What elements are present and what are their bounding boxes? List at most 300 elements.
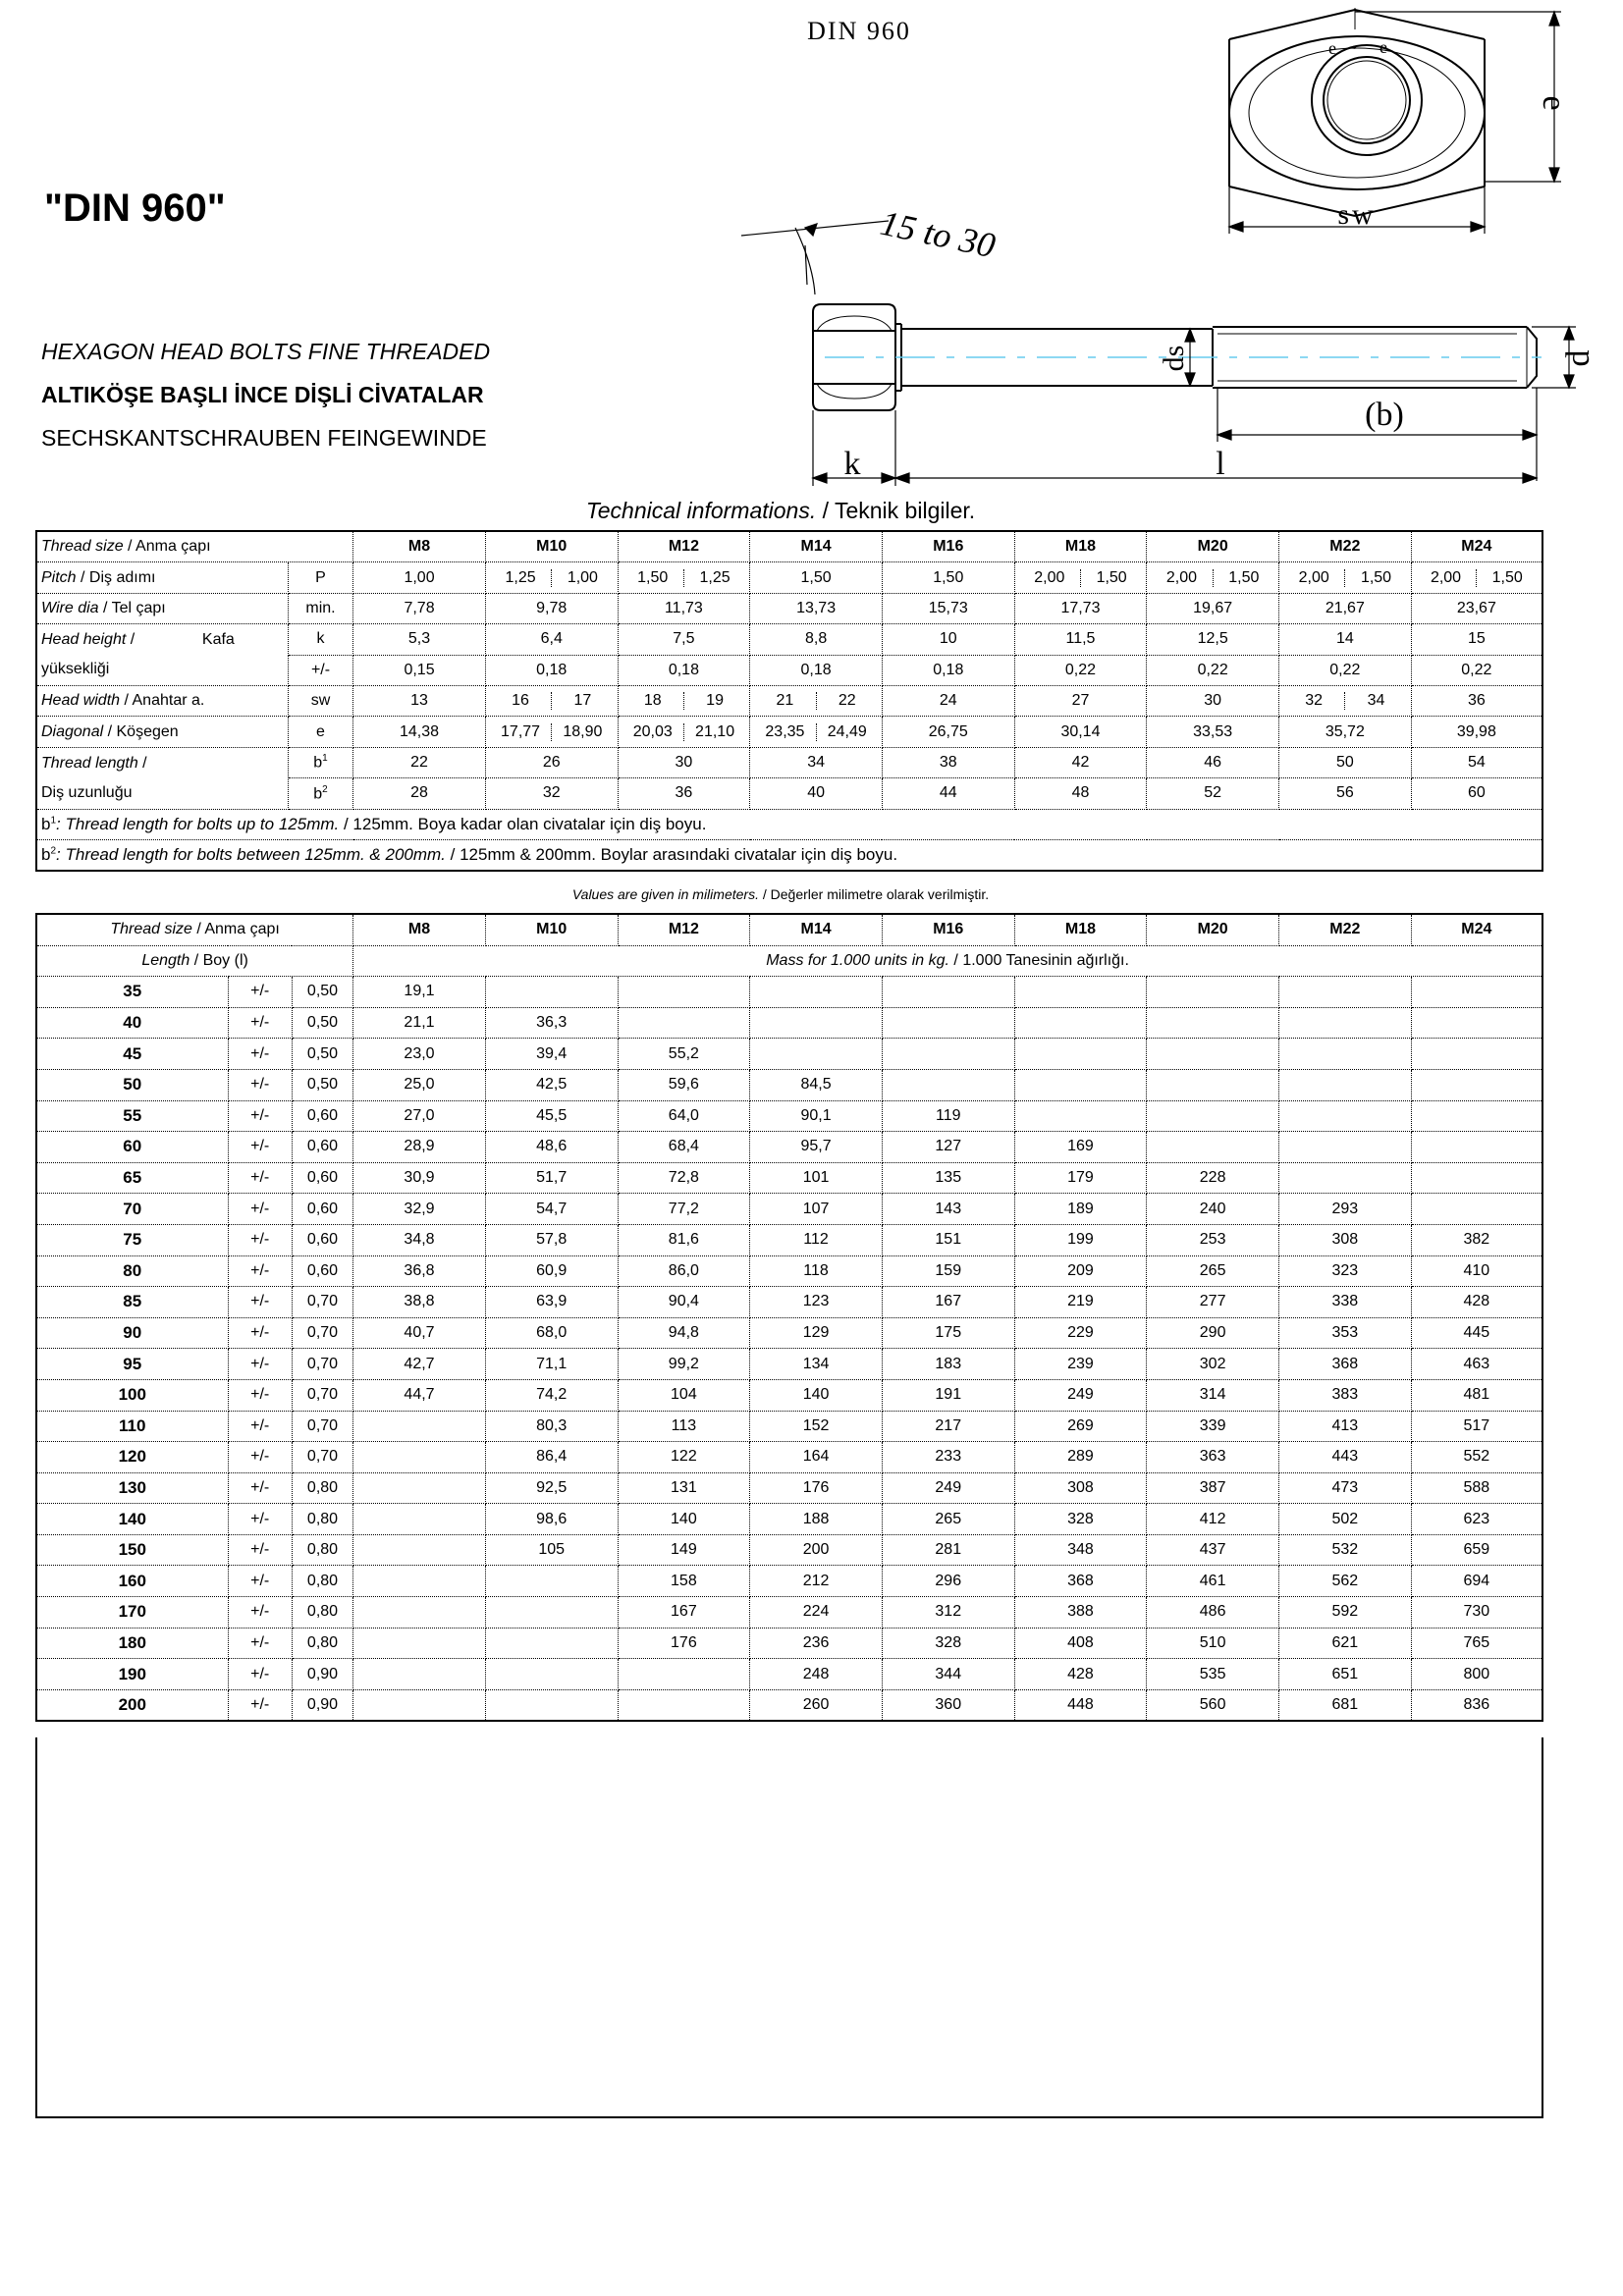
plus-minus: +/- xyxy=(228,1689,292,1721)
mass-value xyxy=(485,977,618,1008)
length-tolerance: 0,60 xyxy=(292,1100,352,1132)
mass-value xyxy=(882,1007,1014,1039)
sub-value: 21 xyxy=(776,692,794,710)
wire-symbol: min. xyxy=(288,593,352,623)
diagonal-value: 14,38 xyxy=(353,717,486,747)
sub-value: 24,49 xyxy=(816,723,878,741)
b1-value: 38 xyxy=(882,747,1014,777)
length-tolerance: 0,80 xyxy=(292,1472,352,1504)
table-row xyxy=(36,839,1542,871)
sub-value: 18,90 xyxy=(551,723,613,741)
mass-value: 143 xyxy=(882,1194,1014,1225)
length-value: 170 xyxy=(36,1597,228,1629)
table-row xyxy=(36,1411,1542,1442)
mass-value: 23,0 xyxy=(353,1039,486,1070)
thread-length-label: Thread length / Diş uzunluğu xyxy=(36,747,288,809)
sub-value: 32 xyxy=(1305,692,1324,710)
mass-value: 302 xyxy=(1147,1349,1279,1380)
wire-label: Wire dia / Tel çapı xyxy=(36,593,288,623)
mass-value: 240 xyxy=(1147,1194,1279,1225)
head-width-symbol: sw xyxy=(288,685,352,716)
table-row xyxy=(36,1597,1542,1629)
head-width-value: 24 xyxy=(882,685,1014,716)
k-label: k xyxy=(843,446,861,482)
head-height-value: 6,4 xyxy=(485,624,618,655)
mass-value: 387 xyxy=(1147,1472,1279,1504)
table-row xyxy=(36,1287,1542,1318)
empty-area-box xyxy=(35,1737,1543,2118)
table-row xyxy=(36,1132,1542,1163)
table-row xyxy=(36,914,1542,945)
mass-value xyxy=(353,1442,486,1473)
size-header: M12 xyxy=(618,914,750,945)
wire-value: 13,73 xyxy=(750,593,883,623)
mass-value: 621 xyxy=(1278,1628,1411,1659)
b1-value: 30 xyxy=(618,747,750,777)
k-l-dimension xyxy=(813,410,1537,486)
diagonal-value: 30,14 xyxy=(1014,717,1147,747)
mass-value xyxy=(1147,1132,1279,1163)
mass-value: 90,1 xyxy=(750,1100,883,1132)
length-value: 160 xyxy=(36,1566,228,1597)
mass-value: 129 xyxy=(750,1317,883,1349)
mass-value xyxy=(1411,1194,1542,1225)
head-height-symbol: k xyxy=(288,624,352,655)
mass-value: 502 xyxy=(1278,1504,1411,1535)
table-row xyxy=(36,1007,1542,1039)
head-width-value: 36 xyxy=(1411,685,1542,716)
mass-value: 101 xyxy=(750,1162,883,1194)
mass-value: 176 xyxy=(750,1472,883,1504)
pitch-value xyxy=(1411,562,1542,593)
sub-value: 1,50 xyxy=(1476,569,1538,587)
mass-value: 532 xyxy=(1278,1534,1411,1566)
mass-value: 348 xyxy=(1014,1534,1147,1566)
length-tolerance: 0,80 xyxy=(292,1628,352,1659)
diagonal-value: 39,98 xyxy=(1411,717,1542,747)
b1-value: 26 xyxy=(485,747,618,777)
plus-minus: +/- xyxy=(228,1597,292,1629)
mass-value: 55,2 xyxy=(618,1039,750,1070)
table-row xyxy=(36,1162,1542,1194)
length-tolerance: 0,50 xyxy=(292,1069,352,1100)
length-value: 190 xyxy=(36,1659,228,1690)
b2-value: 44 xyxy=(882,778,1014,809)
mass-value: 149 xyxy=(618,1534,750,1566)
mass-value: 383 xyxy=(1278,1379,1411,1411)
mass-value: 253 xyxy=(1147,1224,1279,1255)
mass-value: 159 xyxy=(882,1255,1014,1287)
diagonal-symbol: e xyxy=(288,717,352,747)
size-header: M22 xyxy=(1279,531,1412,562)
mass-value: 28,9 xyxy=(353,1132,486,1163)
mass-value xyxy=(1014,1100,1147,1132)
mass-value: 38,8 xyxy=(353,1287,486,1318)
mass-value xyxy=(1147,1069,1279,1100)
length-tolerance: 0,70 xyxy=(292,1411,352,1442)
table-row xyxy=(36,1442,1542,1473)
angle-label: 15 to 30 xyxy=(877,202,1000,266)
mass-value: 651 xyxy=(1278,1659,1411,1690)
length-value: 95 xyxy=(36,1349,228,1380)
mass-value: 448 xyxy=(1014,1689,1147,1721)
mass-value xyxy=(618,1007,750,1039)
pitch-label: Pitch / Diş adımı xyxy=(36,562,288,593)
plus-minus: +/- xyxy=(228,1317,292,1349)
sub-value: 2,00 xyxy=(1034,568,1065,586)
page-title: "DIN 960" xyxy=(44,187,226,230)
sub-value: 17,77 xyxy=(501,722,541,740)
mass-value: 199 xyxy=(1014,1224,1147,1255)
mass-table xyxy=(35,913,1543,1722)
mass-value: 179 xyxy=(1014,1162,1147,1194)
length-tolerance: 0,60 xyxy=(292,1194,352,1225)
head-height-value: 10 xyxy=(882,624,1014,655)
plus-minus: +/- xyxy=(228,1349,292,1380)
mass-value: 36,3 xyxy=(485,1007,618,1039)
e-label: e xyxy=(1536,95,1572,111)
head-width-value xyxy=(485,685,618,716)
mass-value: 328 xyxy=(1014,1504,1147,1535)
note-b2: $b^2$: Thread length for bolts between 125mm. & 200mm. / 125mm & 200mm. Boylar arasındaki civatalar için diş boyu. xyxy=(36,839,1542,871)
table-row xyxy=(36,1194,1542,1225)
head-height-tolerance: 0,18 xyxy=(882,655,1014,685)
mass-value: 99,2 xyxy=(618,1349,750,1380)
diagonal-value: 35,72 xyxy=(1279,717,1412,747)
table-row xyxy=(36,1628,1542,1659)
diagonal-value: 26,75 xyxy=(882,717,1014,747)
length-tolerance: 0,80 xyxy=(292,1534,352,1566)
mass-value: 249 xyxy=(882,1472,1014,1504)
mass-value xyxy=(353,1628,486,1659)
mass-value: 836 xyxy=(1411,1689,1542,1721)
table-row xyxy=(36,685,1542,716)
b2-symbol: $b^2$ xyxy=(288,778,352,809)
mass-value: 382 xyxy=(1411,1224,1542,1255)
sub-value: 23,35 xyxy=(765,722,805,740)
mass-value: 63,9 xyxy=(485,1287,618,1318)
length-value: 80 xyxy=(36,1255,228,1287)
mass-value xyxy=(882,977,1014,1008)
plus-minus: +/- xyxy=(228,1255,292,1287)
mass-value: 428 xyxy=(1411,1287,1542,1318)
b1-value: 54 xyxy=(1411,747,1542,777)
plus-minus: +/- xyxy=(228,1659,292,1690)
mass-value: 281 xyxy=(882,1534,1014,1566)
pitch-symbol: P xyxy=(288,562,352,593)
sub-value: 22 xyxy=(816,692,878,710)
mass-value: 60,9 xyxy=(485,1255,618,1287)
mass-value: 48,6 xyxy=(485,1132,618,1163)
wire-value: 21,67 xyxy=(1279,593,1412,623)
mass-value: 95,7 xyxy=(750,1132,883,1163)
table-row xyxy=(36,1472,1542,1504)
length-value: 110 xyxy=(36,1411,228,1442)
wire-value: 19,67 xyxy=(1147,593,1279,623)
table-row xyxy=(36,1039,1542,1070)
mass-value: 552 xyxy=(1411,1442,1542,1473)
mass-value: 127 xyxy=(882,1132,1014,1163)
mass-value xyxy=(1411,1007,1542,1039)
length-label: Length / Boy (l) xyxy=(36,945,353,977)
pitch-value: 1,50 xyxy=(882,562,1014,593)
mass-value: 176 xyxy=(618,1628,750,1659)
head-height-value: 12,5 xyxy=(1147,624,1279,655)
mass-value: 84,5 xyxy=(750,1069,883,1100)
size-header: M18 xyxy=(1014,531,1147,562)
mass-value: 167 xyxy=(882,1287,1014,1318)
size-header: M22 xyxy=(1278,914,1411,945)
length-value: 85 xyxy=(36,1287,228,1318)
pitch-value: 1,00 xyxy=(353,562,486,593)
mass-value xyxy=(882,1039,1014,1070)
diagonal-label: Diagonal / Köşegen xyxy=(36,717,288,747)
size-header: M10 xyxy=(485,531,618,562)
head-width-value xyxy=(618,685,750,716)
mass-value: 72,8 xyxy=(618,1162,750,1194)
mass-value: 481 xyxy=(1411,1379,1542,1411)
mass-value: 21,1 xyxy=(353,1007,486,1039)
mass-value xyxy=(882,1069,1014,1100)
mass-value xyxy=(1278,977,1411,1008)
head-width-value: 27 xyxy=(1014,685,1147,716)
mass-value xyxy=(750,1007,883,1039)
table-row xyxy=(36,977,1542,1008)
length-tolerance: 0,80 xyxy=(292,1566,352,1597)
length-value: 75 xyxy=(36,1224,228,1255)
table-row xyxy=(36,1100,1542,1132)
mass-value: 107 xyxy=(750,1194,883,1225)
mass-value: 681 xyxy=(1278,1689,1411,1721)
mass-value: 77,2 xyxy=(618,1194,750,1225)
mass-value: 68,0 xyxy=(485,1317,618,1349)
mass-value: 152 xyxy=(750,1411,883,1442)
mass-value xyxy=(618,1689,750,1721)
head-height-value: 11,5 xyxy=(1014,624,1147,655)
mass-value: 158 xyxy=(618,1566,750,1597)
mass-value xyxy=(353,1534,486,1566)
mass-value: 562 xyxy=(1278,1566,1411,1597)
mass-value xyxy=(353,1411,486,1442)
length-value: 60 xyxy=(36,1132,228,1163)
head-width-label: Head width / Anahtar a. xyxy=(36,685,288,716)
mass-value: 54,7 xyxy=(485,1194,618,1225)
head-height-tolerance: 0,22 xyxy=(1147,655,1279,685)
plus-minus: +/- xyxy=(228,1534,292,1566)
mass-value: 39,4 xyxy=(485,1039,618,1070)
angle-dimension xyxy=(741,221,889,294)
mass-value: 368 xyxy=(1014,1566,1147,1597)
b2-value: 28 xyxy=(353,778,486,809)
mass-value: 42,7 xyxy=(353,1349,486,1380)
mass-value: 293 xyxy=(1278,1194,1411,1225)
b1-value: 42 xyxy=(1014,747,1147,777)
mass-value: 236 xyxy=(750,1628,883,1659)
wire-value: 15,73 xyxy=(882,593,1014,623)
mass-value: 134 xyxy=(750,1349,883,1380)
sub-value: 2,00 xyxy=(1165,568,1198,586)
plus-minus: +/- xyxy=(228,977,292,1008)
drawing-din-label: DIN 960 xyxy=(807,17,911,45)
head-height-value: 15 xyxy=(1411,624,1542,655)
product-name-tr: ALTIKÖŞE BAŞLI İNCE DİŞLİ CİVATALAR xyxy=(41,382,484,407)
b1-symbol: $b^1$ xyxy=(288,747,352,777)
table-row xyxy=(36,593,1542,623)
mass-value: 328 xyxy=(882,1628,1014,1659)
mass-value: 217 xyxy=(882,1411,1014,1442)
svg-text:e: e xyxy=(1380,37,1387,57)
mass-value: 269 xyxy=(1014,1411,1147,1442)
mass-value xyxy=(618,977,750,1008)
plus-minus: +/- xyxy=(228,1442,292,1473)
mass-value: 249 xyxy=(1014,1379,1147,1411)
mass-value: 592 xyxy=(1278,1597,1411,1629)
mass-value xyxy=(1278,1162,1411,1194)
mass-value xyxy=(1147,977,1279,1008)
mass-value: 445 xyxy=(1411,1317,1542,1349)
length-tolerance: 0,50 xyxy=(292,977,352,1008)
pitch-value xyxy=(618,562,750,593)
size-header: M10 xyxy=(485,914,618,945)
mass-value: 323 xyxy=(1278,1255,1411,1287)
plus-minus: +/- xyxy=(228,1472,292,1504)
head-height-value: 8,8 xyxy=(750,624,883,655)
mass-value xyxy=(750,1039,883,1070)
mass-value: 443 xyxy=(1278,1442,1411,1473)
length-tolerance: 0,80 xyxy=(292,1597,352,1629)
length-value: 130 xyxy=(36,1472,228,1504)
plus-minus: +/- xyxy=(228,1566,292,1597)
diagonal-value xyxy=(485,717,618,747)
length-tolerance: 0,50 xyxy=(292,1039,352,1070)
length-value: 40 xyxy=(36,1007,228,1039)
table-row xyxy=(36,1069,1542,1100)
mass-value: 105 xyxy=(485,1534,618,1566)
sub-value: 1,00 xyxy=(551,569,613,587)
mass-value: 189 xyxy=(1014,1194,1147,1225)
mass-value xyxy=(353,1566,486,1597)
length-tolerance: 0,60 xyxy=(292,1255,352,1287)
mass-value: 113 xyxy=(618,1411,750,1442)
note-b1: $b^1$: Thread length for bolts up to 125mm. / 125mm. Boya kadar olan civatalar için diş boyu. xyxy=(36,809,1542,839)
length-tolerance: 0,70 xyxy=(292,1442,352,1473)
b1-value: 46 xyxy=(1147,747,1279,777)
table-row xyxy=(36,1349,1542,1380)
size-header: M18 xyxy=(1014,914,1147,945)
mass-value: 463 xyxy=(1411,1349,1542,1380)
plus-minus: +/- xyxy=(228,1100,292,1132)
sub-value: 1,50 xyxy=(1213,569,1274,587)
length-tolerance: 0,60 xyxy=(292,1132,352,1163)
mass-value xyxy=(1014,1069,1147,1100)
mass-value: 86,4 xyxy=(485,1442,618,1473)
mass-value: 27,0 xyxy=(353,1100,486,1132)
mass-value: 212 xyxy=(750,1566,883,1597)
plus-minus: +/- xyxy=(228,1379,292,1411)
sub-value: 1,50 xyxy=(1080,569,1142,587)
pitch-value xyxy=(1014,562,1147,593)
mass-value: 191 xyxy=(882,1379,1014,1411)
head-height-tolerance: 0,22 xyxy=(1411,655,1542,685)
mass-value xyxy=(1411,977,1542,1008)
b1-value: 22 xyxy=(353,747,486,777)
mass-value xyxy=(1278,1039,1411,1070)
mass-value: 265 xyxy=(1147,1255,1279,1287)
head-height-value: 14 xyxy=(1279,624,1412,655)
length-tolerance: 0,60 xyxy=(292,1162,352,1194)
sub-value: 1,50 xyxy=(1344,569,1406,587)
mass-value xyxy=(1147,1007,1279,1039)
mass-value xyxy=(1014,1039,1147,1070)
mass-value: 623 xyxy=(1411,1504,1542,1535)
wire-value: 17,73 xyxy=(1014,593,1147,623)
mass-value: 30,9 xyxy=(353,1162,486,1194)
plus-minus: +/- xyxy=(228,1287,292,1318)
pitch-value xyxy=(1147,562,1279,593)
mass-value: 74,2 xyxy=(485,1379,618,1411)
mass-value xyxy=(1411,1100,1542,1132)
mass-value: 25,0 xyxy=(353,1069,486,1100)
plus-minus: +/- xyxy=(228,1007,292,1039)
mass-value: 94,8 xyxy=(618,1317,750,1349)
length-value: 140 xyxy=(36,1504,228,1535)
mass-value: 68,4 xyxy=(618,1132,750,1163)
mass-value: 344 xyxy=(882,1659,1014,1690)
head-height-tolerance: 0,18 xyxy=(485,655,618,685)
plus-minus: +/- xyxy=(228,1132,292,1163)
mass-value: 388 xyxy=(1014,1597,1147,1629)
head-width-value xyxy=(1279,685,1412,716)
mass-value: 164 xyxy=(750,1442,883,1473)
mass-value: 151 xyxy=(882,1224,1014,1255)
pitch-value xyxy=(1279,562,1412,593)
size-header: M20 xyxy=(1147,531,1279,562)
table-row xyxy=(36,1379,1542,1411)
plus-minus: +/- xyxy=(228,1628,292,1659)
length-tolerance: 0,70 xyxy=(292,1287,352,1318)
table-row xyxy=(36,1534,1542,1566)
length-value: 200 xyxy=(36,1689,228,1721)
mass-value: 188 xyxy=(750,1504,883,1535)
mass-value: 517 xyxy=(1411,1411,1542,1442)
mass-value xyxy=(1147,1100,1279,1132)
l-label: l xyxy=(1216,446,1225,482)
mass-value: 140 xyxy=(750,1379,883,1411)
mass-value xyxy=(485,1597,618,1629)
mass-value: 363 xyxy=(1147,1442,1279,1473)
mass-value: 123 xyxy=(750,1287,883,1318)
sub-value: 2,00 xyxy=(1430,568,1462,586)
sub-value: 19 xyxy=(683,692,745,710)
plus-minus: +/- xyxy=(228,1411,292,1442)
size-header: M24 xyxy=(1411,531,1542,562)
mass-value: 64,0 xyxy=(618,1100,750,1132)
mass-value xyxy=(485,1566,618,1597)
mass-value: 209 xyxy=(1014,1255,1147,1287)
mass-value: 119 xyxy=(882,1100,1014,1132)
diagonal-value xyxy=(618,717,750,747)
mass-value: 535 xyxy=(1147,1659,1279,1690)
size-header: M20 xyxy=(1147,914,1279,945)
d-label: d xyxy=(1560,349,1596,367)
length-value: 50 xyxy=(36,1069,228,1100)
svg-text:•: • xyxy=(1352,41,1357,56)
thread-size-label: Thread size / Anma çapı xyxy=(36,531,353,562)
table-row xyxy=(36,1224,1542,1255)
size-header: M14 xyxy=(750,531,883,562)
length-tolerance: 0,70 xyxy=(292,1379,352,1411)
mass-value: 308 xyxy=(1014,1472,1147,1504)
